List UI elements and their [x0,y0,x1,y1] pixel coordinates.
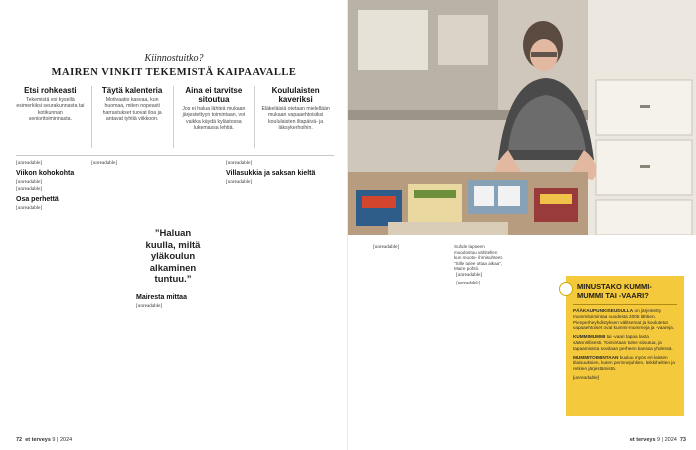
tip-body: Tekemistä voi kysellä esimerkiksi seurakunnasta tai kotikunnan senioritoiminnasta. [16,97,85,122]
subheading: Mairesta mittaa [136,294,187,301]
tip-body: Eläkeläisiä otetaan mielellään mukaan vapaaehtoisiksi koululaisten iltapäivä- ja läksykerhoihin. [261,106,330,131]
info-box-title: MINUSTAKO KUMMI-MUMMI TAI -VAARI? [577,282,652,300]
info-text: tai -vaari tapaa lasta säännöllisesti. Toimintaan tulee sitoutua, ja tapaamisista sovitaan perheen kanssa yhdessä. [573,334,673,351]
paragraph: [unreadable] [373,244,400,250]
lead-in: KUMMIMUMMI [573,334,606,340]
body-column-2-bottom [136,290,212,430]
right-column-2 [456,272,559,430]
info-paragraph [573,308,677,331]
paragraph: [unreadable] [16,160,43,166]
spacer [91,226,135,234]
paragraph: [unreadable] [226,179,253,186]
tip-title: Koululaisten kaveriksi [271,86,320,104]
issue-number: 9 | 2024 [657,437,677,443]
info-paragraph [573,334,677,351]
body-column-3 [226,160,334,430]
subheading: Villasukkia ja saksan kieltä [226,170,316,178]
kitchen-photo [348,0,696,235]
paragraph: [unreadable] [456,272,483,278]
tip-title: Aina ei tarvitse sitoutua [185,86,243,104]
paragraph: [unreadable] [136,303,163,309]
headline: MAIREN VINKIT TEKEMISTÄ KAIPAAVALLE [51,67,297,78]
subheading: Viikon kohokohta [16,170,75,178]
tip-3 [173,86,255,148]
folio-right [630,437,686,443]
paragraph: [unreadable] [91,160,118,166]
info-divider [573,304,677,305]
paragraph: [unreadable] [16,205,43,212]
tips-row [16,86,336,148]
folio-left [16,437,72,443]
subheading: Osa perhettä [16,196,59,204]
tip-1 [16,86,91,148]
right-column-1 [373,244,449,430]
magazine-name: et terveys [25,437,51,443]
page-number: 73 [679,437,686,443]
lead-in: MUMMITOIMINTAAN [573,354,619,360]
paragraph: [unreadable] [16,186,43,193]
tip-4 [254,86,336,148]
photo-illustration [348,0,696,235]
magazine-name: et terveys [629,437,656,443]
info-text: kuuluu myös eri-laisten tilaisuuksien, kuten perinnejuhlien, leikkiheltien ja retkien järjestämistä. [573,354,675,372]
tip-body: Jos ei halua lähteä mukaan järjestettyyn toimintaan, voi vaikka käydä kylästossa lukemassa lehtiä. [182,106,246,131]
tip-title: Etsi rohkeasti [24,86,77,95]
paragraph: [unreadable] [16,179,43,186]
tip-2 [91,86,173,148]
info-paragraph [573,355,677,372]
info-source: [unreadable] [573,374,600,380]
tip-body: Motivaatio kasvaa, kun huomaa, miten nopeasti harrastukset tuovat iloa ja antavat tyhtiä viikkoon. [102,97,162,122]
footnote: [unreadable] [456,280,481,286]
paragraph: [unreadable] [226,160,253,166]
body-column-2-top [91,160,211,216]
page-number: 72 [16,437,23,443]
issue-number: 9 | 2024 [52,437,73,443]
info-box [566,276,684,416]
info-badge [559,282,573,296]
pull-quote: ”Haluan kuulla, miltä yläkoulun alkaminen tuntuu.” [145,228,201,285]
body-column-1 [16,160,78,430]
photo-caption: Suhde lapseen muodostuu vähitellen kun muoto- ihmisuhteet. ”Sille tulee ottaa aikaa”, Maire pohtii. [454,244,504,272]
section-divider [16,155,334,156]
tip-title: Täytä kalenteria [101,86,163,95]
kicker: Kiinnostuitko? [144,53,204,64]
info-text: on järjestetty mummitoimintaa vuodesta 2005 lähtien. Pienperheyhdistyksen välitsemat ja koulutetut vapaaehtoiset ovat kummi-mummeja ja -vaareja. [573,308,675,331]
lead-in: PÄÄKAUPUNKISEUDULLA [573,308,634,313]
